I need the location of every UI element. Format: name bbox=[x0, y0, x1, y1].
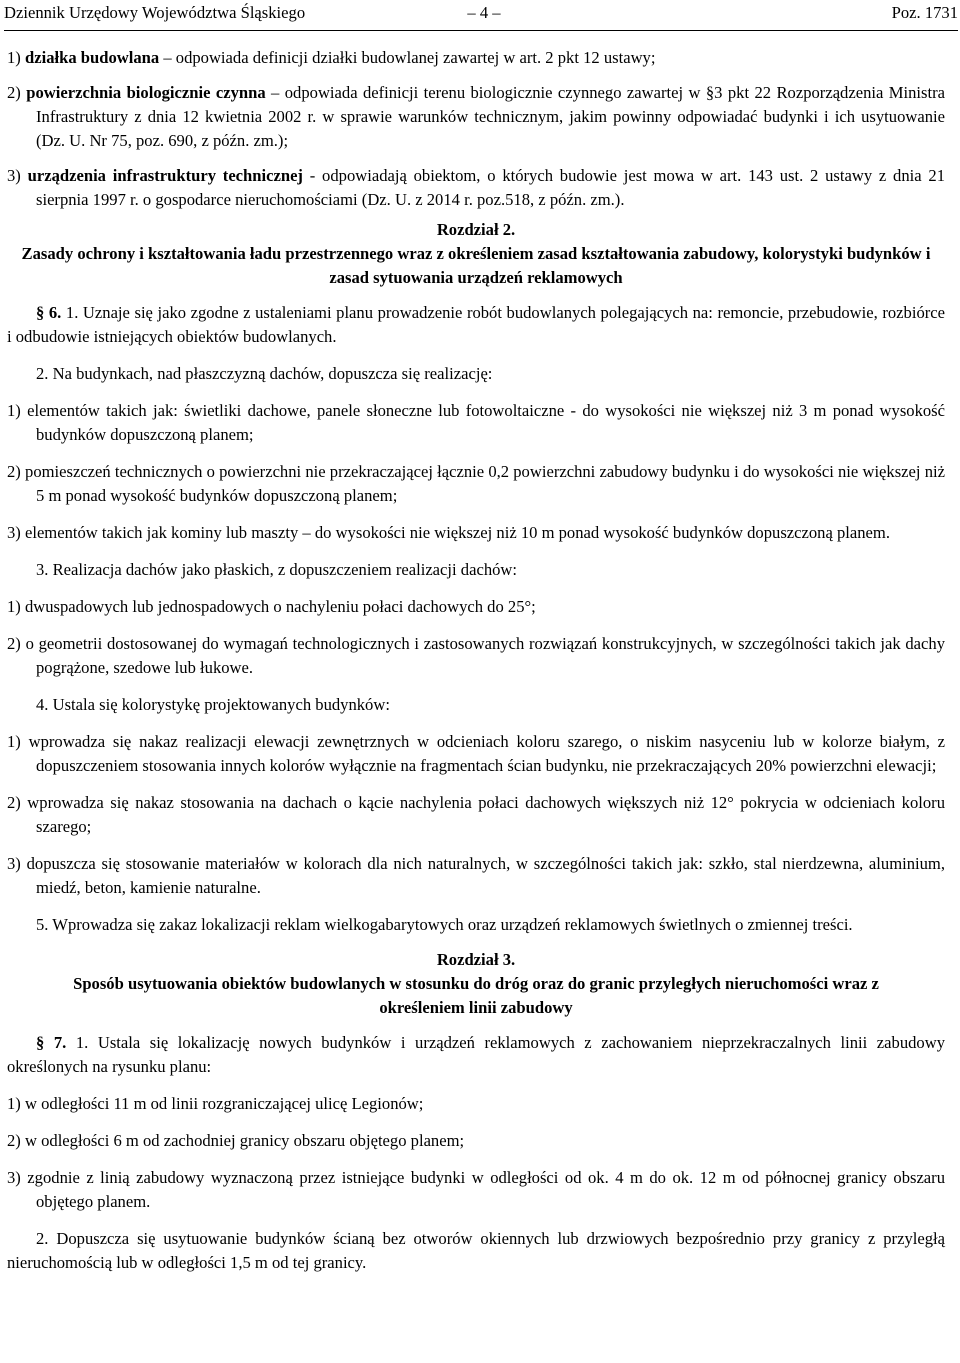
journal-title: Dziennik Urzędowy Województwa Śląskiego bbox=[4, 3, 306, 22]
list-item: 2) o geometrii dostosowanej do wymagań technologicznych i zastosowanych rozwiązań konstrukcyjnych, w szczególności takich jak dachy pogrążone, szedowe lub łukowe. bbox=[7, 634, 945, 677]
list-item: 1) wprowadza się nakaz realizacji elewacji zewnętrznych w odcieniach koloru szarego, o niskim nasyceniu lub w kolorze białym, z dopuszczeniem stosowania innych kolorów wyłącznie na fragmentach ścian budynku, nie przekraczających 20% powierzchni elewacji; bbox=[7, 732, 945, 775]
section-6-para-4: 4. Ustala się kolorystykę projektowanych budynków: bbox=[36, 695, 390, 714]
list-item: 1) w odległości 11 m od linii rozgraniczającej ulicę Legionów; bbox=[7, 1094, 424, 1113]
position-number: Poz. 1731 bbox=[891, 3, 958, 22]
section-6-para-5: 5. Wprowadza się zakaz lokalizacji reklam wielkogabarytowych oraz urządzeń reklamowych świetlnych o zmiennej treści. bbox=[36, 915, 853, 934]
list-item: 3) zgodnie z linią zabudowy wyznaczoną przez istniejące budynki w odległości od ok. 4 m do ok. 12 m od północnej granicy obszaru objętego planem. bbox=[7, 1168, 945, 1211]
page-header bbox=[4, 2, 958, 24]
section-6-para-3: 3. Realizacja dachów jako płaskich, z dopuszczeniem realizacji dachów: bbox=[36, 560, 517, 579]
chapter-3-title: Rozdział 3. bbox=[436, 950, 516, 969]
definition-term: urządzenia infrastruktury technicznej bbox=[27, 166, 303, 185]
definition-2: 2) powierzchnia biologicznie czynna – odpowiada definicji terenu biologicznie czynnego zawartej w §3 pkt 22 Rozporządzenia Ministra Infrastruktury z dnia 12 kwietnia 2002 r. w sprawie warunków technicznym, jakim powinny odpowiadać budynki i ich usytuowanie (Dz. U. Nr 75, poz. 690, z późn. zm.); bbox=[7, 83, 945, 150]
list-item: 1) dwuspadowych lub jednospadowych o nachyleniu połaci dachowych do 25°; bbox=[7, 597, 536, 616]
chapter-2-subtitle: Zasady ochrony i kształtowania ładu przestrzennego wraz z określeniem zasad kształtowania zabudowy, kolorystyki budynków i zasad sytuowania urządzeń reklamowych bbox=[21, 244, 931, 287]
definition-term: działka budowlana bbox=[24, 48, 160, 67]
list-item: 1) elementów takich jak: świetliki dachowe, panele słoneczne lub fotowoltaiczne - do wysokości nie większej niż 3 m ponad wysokość budynków dopuszczoną planem; bbox=[7, 401, 945, 444]
chapter-2-title: Rozdział 2. bbox=[436, 220, 516, 239]
section-6-para-1: § 6. 1. Uznaje się jako zgodne z ustaleniami planu prowadzenie robót budowlanych polegających na: remoncie, przebudowie, rozbiórce i odbudowie istniejących obiektów budowlanych. bbox=[7, 303, 946, 346]
definition-term: powierzchnia biologicznie czynna bbox=[26, 83, 266, 102]
section-7-para-1: § 7. 1. Ustala się lokalizację nowych budynków i urządzeń reklamowych z zachowaniem nieprzekraczalnych linii zabudowy określonych na rysunku planu: bbox=[7, 1033, 945, 1076]
list-item: 2) wprowadza się nakaz stosowania na dachach o kącie nachylenia połaci dachowych większych niż 12° pokrycia w odcieniach koloru szarego; bbox=[7, 793, 945, 836]
list-item: 2) w odległości 6 m od zachodniej granicy obszaru objętego planem; bbox=[7, 1131, 465, 1150]
list-item: 2) pomieszczeń technicznych o powierzchni nie przekraczającej łącznie 0,2 powierzchni zabudowy budynku i do wysokości nie większej niż 5 m ponad wysokość budynków dopuszczoną planem; bbox=[7, 462, 945, 505]
list-item: 3) elementów takich jak kominy lub maszty – do wysokości nie większej niż 10 m ponad wysokość budynków dopuszczoną planem. bbox=[7, 523, 890, 542]
section-7-para-2: 2. Dopuszcza się usytuowanie budynków ścianą bez otworów okiennych lub drzwiowych bezpośrednio przy granicy z przyległą nieruchomością lub w odległości 1,5 m od tej granicy. bbox=[7, 1229, 945, 1272]
definition-1: 1) działka budowlana – odpowiada definicji działki budowlanej zawartej w art. 2 pkt 12 ustawy; bbox=[7, 48, 656, 67]
section-6-para-2: 2. Na budynkach, nad płaszczyzną dachów, dopuszcza się realizację: bbox=[36, 364, 493, 383]
definition-3: 3) urządzenia infrastruktury technicznej - odpowiadają obiektom, o których budowie jest mowa w art. 143 ust. 2 ustawy z dnia 21 sierpnia 1997 r. o gospodarce nieruchomościami (Dz. U. z 2014 r. poz.518, z późn. zm.). bbox=[7, 166, 946, 209]
chapter-3-subtitle: Sposób usytuowania obiektów budowlanych w stosunku do dróg oraz do granic przyległych nieruchomości wraz z określeniem linii zabudowy bbox=[73, 974, 879, 1017]
header-rule bbox=[4, 30, 958, 31]
page-number: – 4 – bbox=[467, 3, 501, 22]
document-body bbox=[7, 46, 945, 1275]
list-item: 3) dopuszcza się stosowanie materiałów w kolorach dla nich naturalnych, w szczególności takich jak: szkło, stal nierdzewna, aluminium, miedź, beton, kamienie naturalne. bbox=[7, 854, 945, 897]
